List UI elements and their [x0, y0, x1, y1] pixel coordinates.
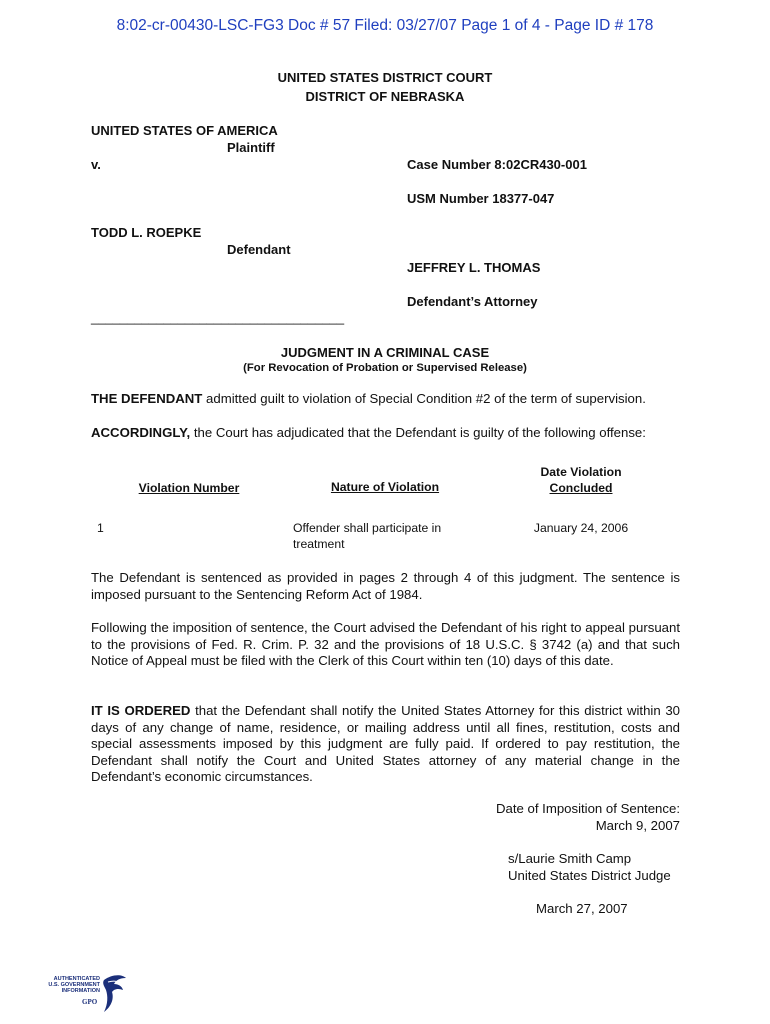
sentenced-paragraph: The Defendant is sentenced as provided in pages 2 through 4 of this judgment. The sentence is imposed pursuant to the Sentencing Reform Act of 1984.	[91, 570, 680, 602]
accordingly-lead: ACCORDINGLY,	[91, 425, 191, 440]
plaintiff-role: Plaintiff	[227, 140, 275, 155]
table-cell-nature-line2: treatment	[293, 537, 345, 551]
table-header-violation-number: Violation Number	[138, 481, 240, 495]
accordingly-paragraph	[91, 425, 691, 442]
imposition-date: March 9, 2007	[595, 818, 680, 833]
signature-date: March 27, 2007	[536, 901, 628, 916]
defendant-name: TODD L. ROEPKE	[91, 225, 202, 240]
judgment-subtitle: (For Revocation of Probation or Supervised Release)	[243, 362, 527, 374]
gpo-line2: U.S. GOVERNMENT	[48, 982, 100, 988]
table-cell-date: January 24, 2006	[533, 521, 629, 535]
admission-text: admitted guilt to violation of Special Condition #2 of the term of supervision.	[202, 391, 646, 406]
judge-title: United States District Judge	[508, 868, 671, 883]
table-header-nature: Nature of Violation	[330, 480, 440, 494]
ordered-paragraph	[91, 703, 680, 786]
court-name: UNITED STATES DISTRICT COURT	[277, 70, 493, 85]
accordingly-text: the Court has adjudicated that the Defendant is guilty of the following offense:	[190, 425, 646, 440]
court-district: DISTRICT OF NEBRASKA	[305, 89, 465, 104]
attorney-role: Defendant’s Attorney	[407, 294, 538, 309]
gpo-line1: AUTHENTICATED	[53, 976, 100, 982]
table-cell-nature-line1: Offender shall participate in	[293, 521, 442, 535]
gpo-authentication-logo	[42, 972, 132, 1018]
eagle-icon	[98, 972, 128, 1016]
table-cell-number: 1	[97, 521, 104, 535]
plaintiff-name: UNITED STATES OF AMERICA	[91, 123, 278, 138]
versus: v.	[91, 157, 101, 172]
judgment-title: JUDGMENT IN A CRIMINAL CASE	[280, 345, 490, 360]
admission-paragraph	[91, 391, 691, 408]
ordered-text: that the Defendant shall notify the United States Attorney for this district within 30 days of any change of name, residence, or mailing address until all fines, restitution, costs and special assessments imposed by this judgment are fully paid. If ordered to pay restitution, the Defendant shall notify the Court and United States attorney of any material change in the Defendant’s economic circumstances.	[91, 703, 681, 784]
defendant-role: Defendant	[227, 242, 291, 257]
appeal-paragraph: Following the imposition of sentence, the Court advised the Defendant of his right to appeal pursuant to the provisions of Fed. R. Crim. P. 32 and the provisions of 18 U.S.C. § 3742 (a) and that such Notice of Appeal must be filed with the Clerk of this Court within ten (10) days of this date.	[91, 620, 680, 668]
gpo-line3: INFORMATION	[61, 988, 100, 994]
gpo-mark: GPO	[82, 998, 98, 1006]
attorney-name: JEFFREY L. THOMAS	[407, 260, 541, 275]
imposition-label: Date of Imposition of Sentence:	[495, 801, 680, 816]
case-number: Case Number 8:02CR430-001	[407, 157, 587, 172]
judge-signature: s/Laurie Smith Camp	[508, 851, 632, 866]
table-header-date-line2: Concluded	[549, 481, 613, 495]
table-header-date-line1: Date Violation	[540, 465, 622, 479]
document-header: 8:02-cr-00430-LSC-FG3 Doc # 57 Filed: 03/27/07 Page 1 of 4 - Page ID # 178	[116, 17, 654, 34]
usm-number: USM Number 18377-047	[407, 191, 555, 206]
admission-lead: THE DEFENDANT	[91, 391, 203, 406]
ordered-lead: IT IS ORDERED	[91, 703, 191, 718]
caption-rule: ___________________________________	[91, 310, 345, 325]
